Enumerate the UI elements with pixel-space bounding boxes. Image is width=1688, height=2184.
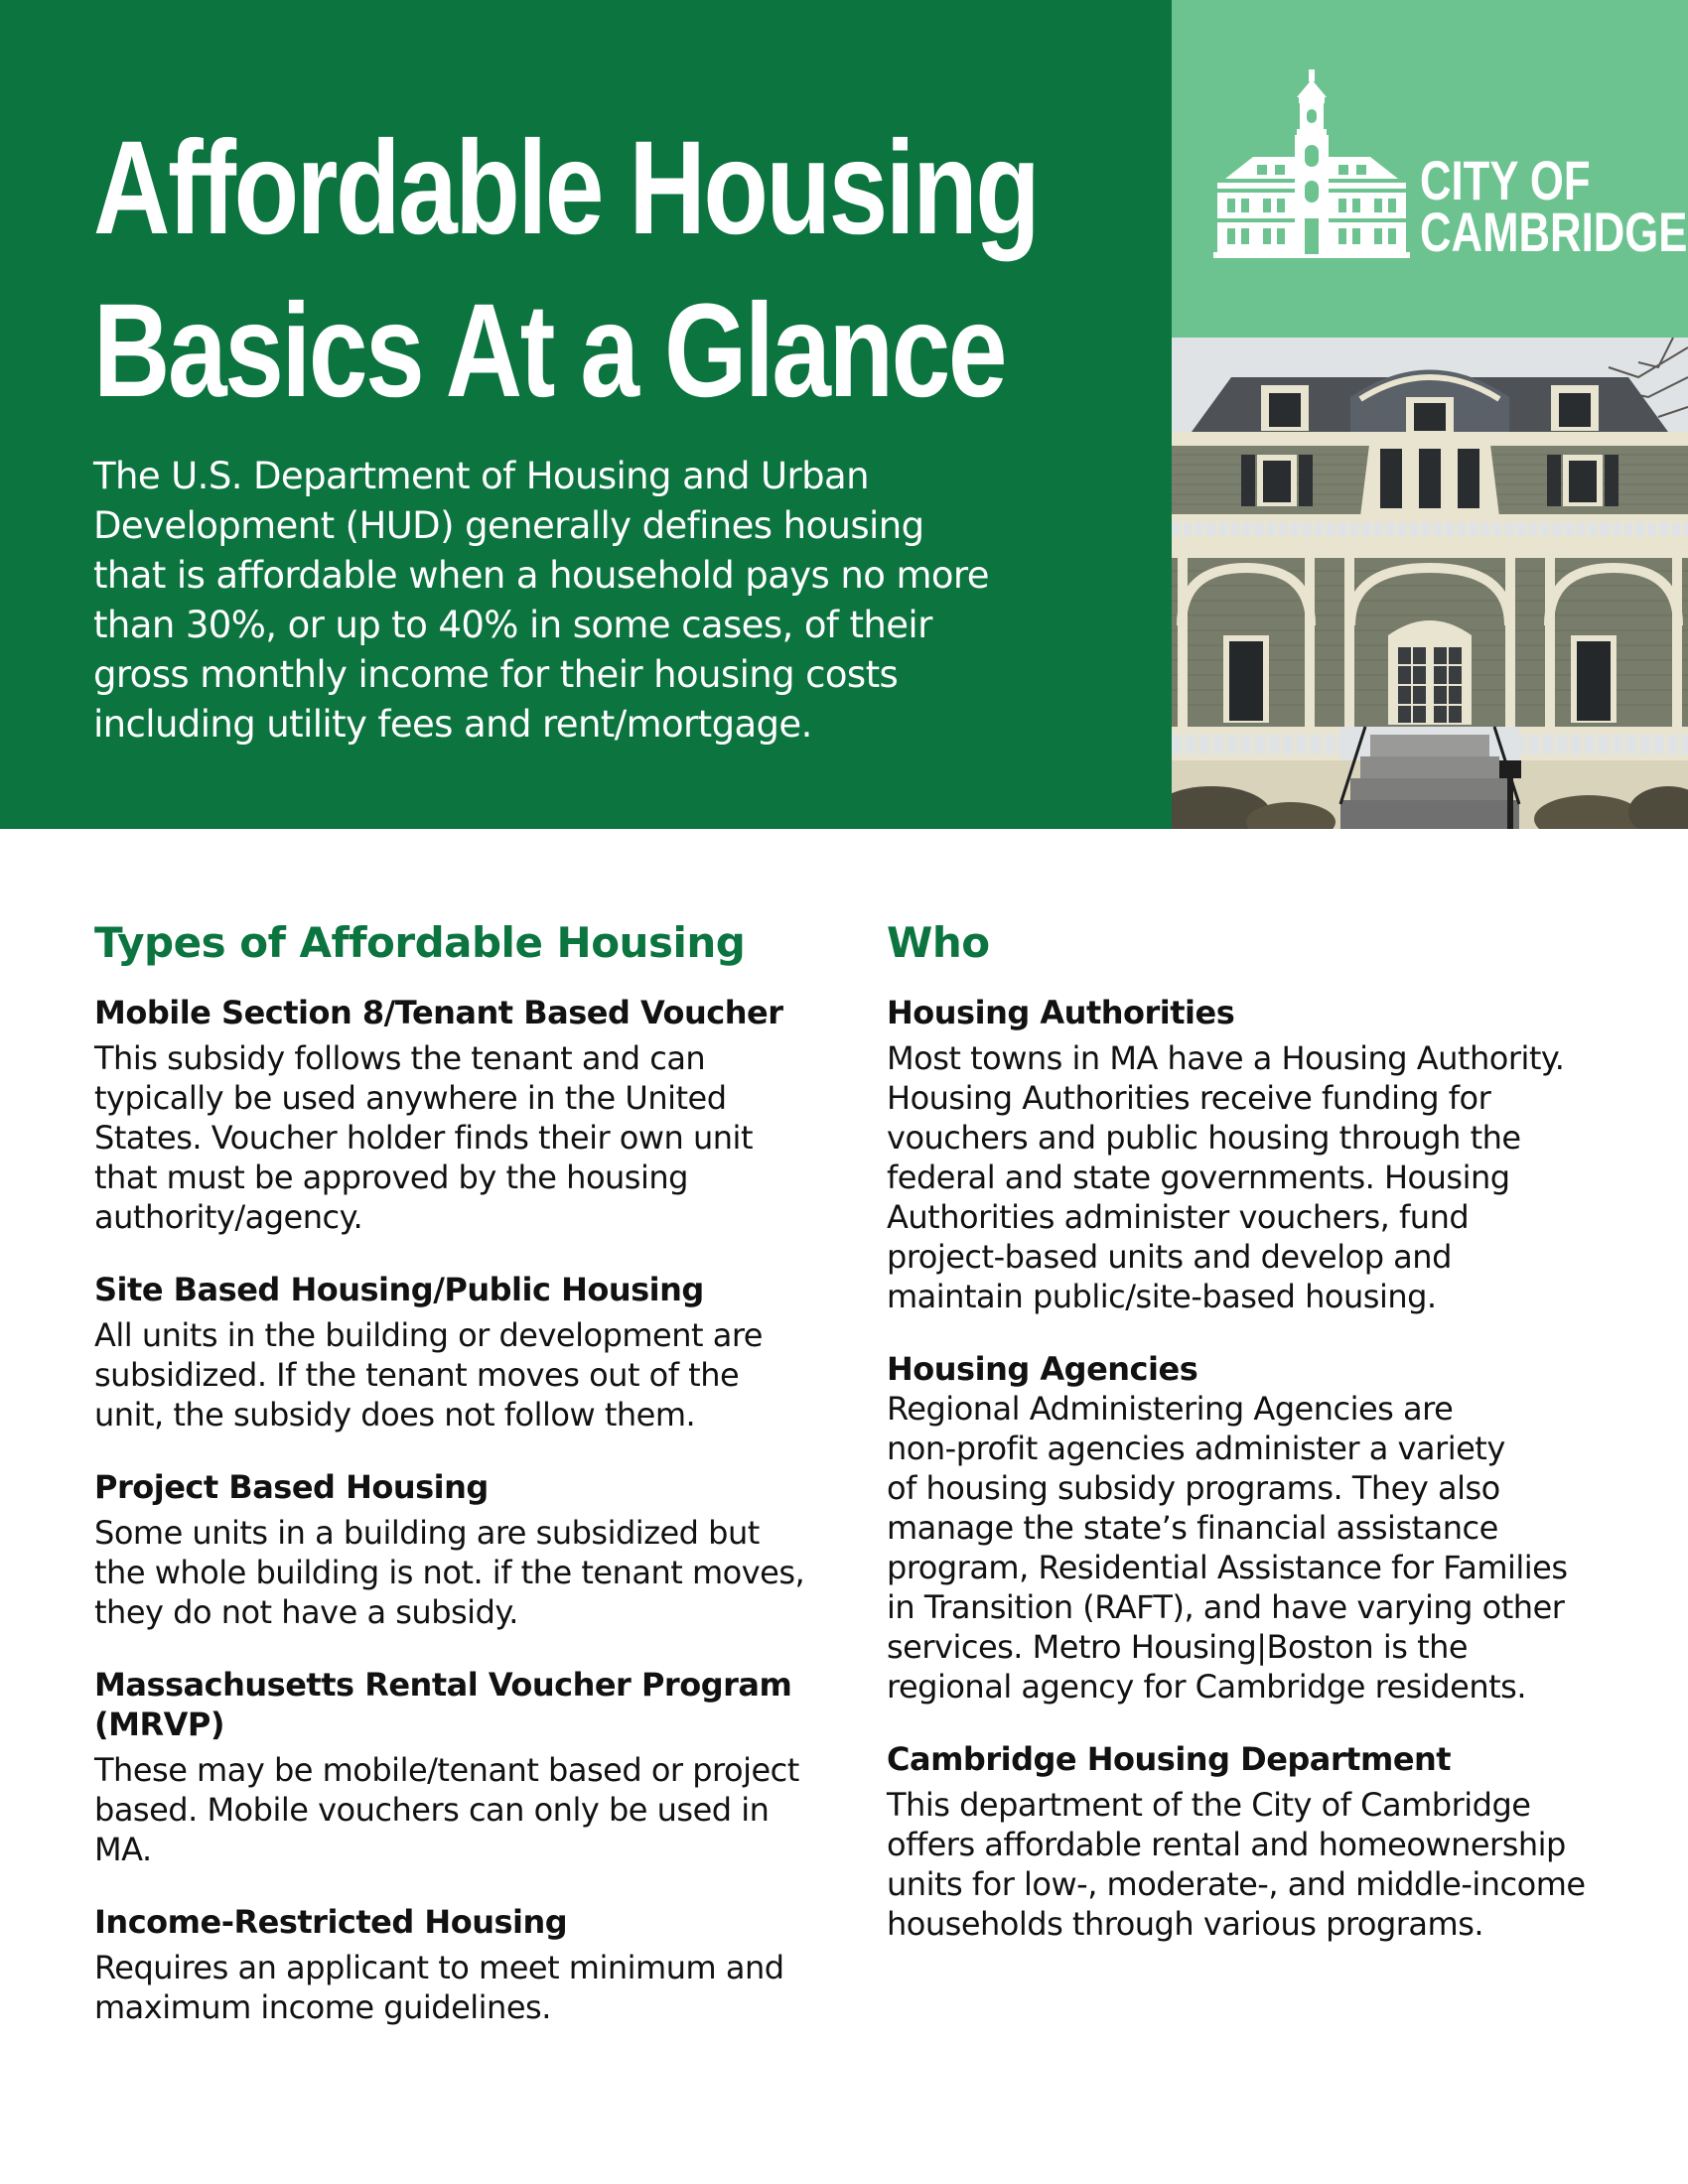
item-title bbox=[887, 1739, 1621, 1779]
section-heading: Who bbox=[887, 918, 990, 967]
who-item bbox=[887, 1739, 1621, 1944]
item-body-line: Most towns in MA have a Housing Authority. bbox=[887, 1039, 1565, 1077]
item-body-line: that must be approved by the housing bbox=[94, 1159, 688, 1196]
who-section bbox=[887, 913, 1621, 1977]
item-body-line: maintain public/site-based housing. bbox=[887, 1278, 1437, 1315]
item-body-line: maximum income guidelines. bbox=[94, 1988, 551, 2026]
item-body-line: households through various programs. bbox=[887, 1905, 1484, 1943]
who-item bbox=[887, 1349, 1621, 1706]
item-body-line: MA. bbox=[94, 1831, 152, 1868]
who-item bbox=[887, 993, 1621, 1316]
item-body-line: units for low-, moderate-, and middle-income bbox=[887, 1865, 1586, 1903]
logo-line: CAMBRIDGE bbox=[1420, 201, 1688, 263]
logo-wordmark bbox=[1420, 149, 1688, 263]
intro-line: than 30%, or up to 40% in some cases, of their bbox=[93, 604, 932, 646]
intro-line: that is affordable when a household pays no more bbox=[93, 554, 989, 597]
item-body-line: project-based units and develop and bbox=[887, 1238, 1452, 1276]
item-body-line: in Transition (RAFT), and have varying other bbox=[887, 1588, 1565, 1626]
city-logo-panel bbox=[1172, 0, 1688, 338]
item-body-line: Authorities administer vouchers, fund bbox=[887, 1198, 1470, 1236]
item-title bbox=[94, 1270, 829, 1309]
item-title bbox=[94, 993, 829, 1032]
item-body-line: of housing subsidy programs. They also bbox=[887, 1469, 1500, 1507]
intro-line: including utility fees and rent/mortgage. bbox=[93, 703, 812, 746]
house-photo bbox=[1172, 338, 1688, 829]
intro-paragraph bbox=[93, 452, 1086, 750]
section-heading: Types of Affordable Housing bbox=[94, 918, 746, 967]
item-body-line: These may be mobile/tenant based or project bbox=[94, 1751, 799, 1789]
housing-type-item bbox=[94, 993, 829, 1237]
housing-type-item bbox=[94, 1665, 829, 1869]
item-body-line: Requires an applicant to meet minimum and bbox=[94, 1949, 784, 1986]
item-title-line: Massachusetts Rental Voucher Program bbox=[94, 1666, 792, 1704]
item-body bbox=[887, 1389, 1621, 1706]
item-body-line: typically be used anywhere in the United bbox=[94, 1079, 727, 1117]
item-body-line: manage the state’s financial assistance bbox=[887, 1509, 1498, 1547]
item-body-line: Housing Authorities receive funding for bbox=[887, 1079, 1491, 1117]
item-body-line: non-profit agencies administer a variety bbox=[887, 1430, 1505, 1467]
city-hall-icon bbox=[1213, 69, 1410, 258]
item-title bbox=[94, 1902, 829, 1942]
item-title-line: Project Based Housing bbox=[94, 1468, 489, 1506]
page-title-line: Basics At a Glance bbox=[93, 277, 1006, 425]
housing-type-item bbox=[94, 1467, 829, 1632]
item-title bbox=[887, 1349, 1621, 1389]
item-body bbox=[94, 1038, 829, 1237]
item-body-line: States. Voucher holder finds their own unit bbox=[94, 1119, 753, 1157]
intro-line: The U.S. Department of Housing and Urban bbox=[93, 455, 869, 497]
item-body-line: offers affordable rental and homeownership bbox=[887, 1826, 1566, 1863]
item-body-line: subsidized. If the tenant moves out of the bbox=[94, 1356, 740, 1394]
item-title-line: Housing Authorities bbox=[887, 994, 1235, 1031]
item-body-line: program, Residential Assistance for Families bbox=[887, 1549, 1568, 1586]
item-title-line: Mobile Section 8/Tenant Based Voucher bbox=[94, 994, 783, 1031]
item-body-line: Some units in a building are subsidized but bbox=[94, 1514, 760, 1552]
item-body-line: federal and state governments. Housing bbox=[887, 1159, 1510, 1196]
housing-type-item bbox=[94, 1902, 829, 2027]
item-title-line: Cambridge Housing Department bbox=[887, 1740, 1452, 1778]
item-body-line: Regional Administering Agencies are bbox=[887, 1390, 1454, 1428]
item-title bbox=[887, 993, 1621, 1032]
item-body-line: All units in the building or development are bbox=[94, 1316, 763, 1354]
item-body-line: authority/agency. bbox=[94, 1198, 363, 1236]
item-body-line: This department of the City of Cambridge bbox=[887, 1786, 1531, 1824]
item-body-line: vouchers and public housing through the bbox=[887, 1119, 1521, 1157]
item-body bbox=[94, 1315, 829, 1434]
housing-type-item bbox=[94, 1270, 829, 1434]
item-body-line: unit, the subsidy does not follow them. bbox=[94, 1396, 696, 1433]
item-body-line: the whole building is not. if the tenant moves, bbox=[94, 1554, 805, 1591]
item-body-line: based. Mobile vouchers can only be used in bbox=[94, 1791, 770, 1829]
item-body-line: regional agency for Cambridge residents. bbox=[887, 1668, 1526, 1706]
item-title bbox=[94, 1665, 829, 1744]
item-body-line: This subsidy follows the tenant and can bbox=[94, 1039, 706, 1077]
item-body-line: services. Metro Housing|Boston is the bbox=[887, 1628, 1469, 1666]
types-of-housing-section bbox=[94, 913, 829, 2060]
item-body bbox=[94, 1948, 829, 2027]
item-body-line: they do not have a subsidy. bbox=[94, 1593, 518, 1631]
item-title-line: Income-Restricted Housing bbox=[94, 1903, 568, 1941]
logo-line: CITY OF bbox=[1420, 149, 1591, 211]
item-title-line: Site Based Housing/Public Housing bbox=[94, 1271, 704, 1308]
item-title-line: Housing Agencies bbox=[887, 1350, 1198, 1388]
hero-banner bbox=[0, 0, 1172, 829]
intro-line: gross monthly income for their housing costs bbox=[93, 653, 899, 696]
intro-line: Development (HUD) generally defines housing bbox=[93, 504, 924, 547]
item-body bbox=[887, 1038, 1621, 1316]
item-body bbox=[94, 1750, 829, 1869]
item-body bbox=[94, 1513, 829, 1632]
page-title-line: Affordable Housing bbox=[93, 114, 1039, 262]
item-title-line: (MRVP) bbox=[94, 1706, 224, 1743]
item-title bbox=[94, 1467, 829, 1507]
page-title bbox=[93, 107, 1039, 433]
item-body bbox=[887, 1785, 1621, 1944]
